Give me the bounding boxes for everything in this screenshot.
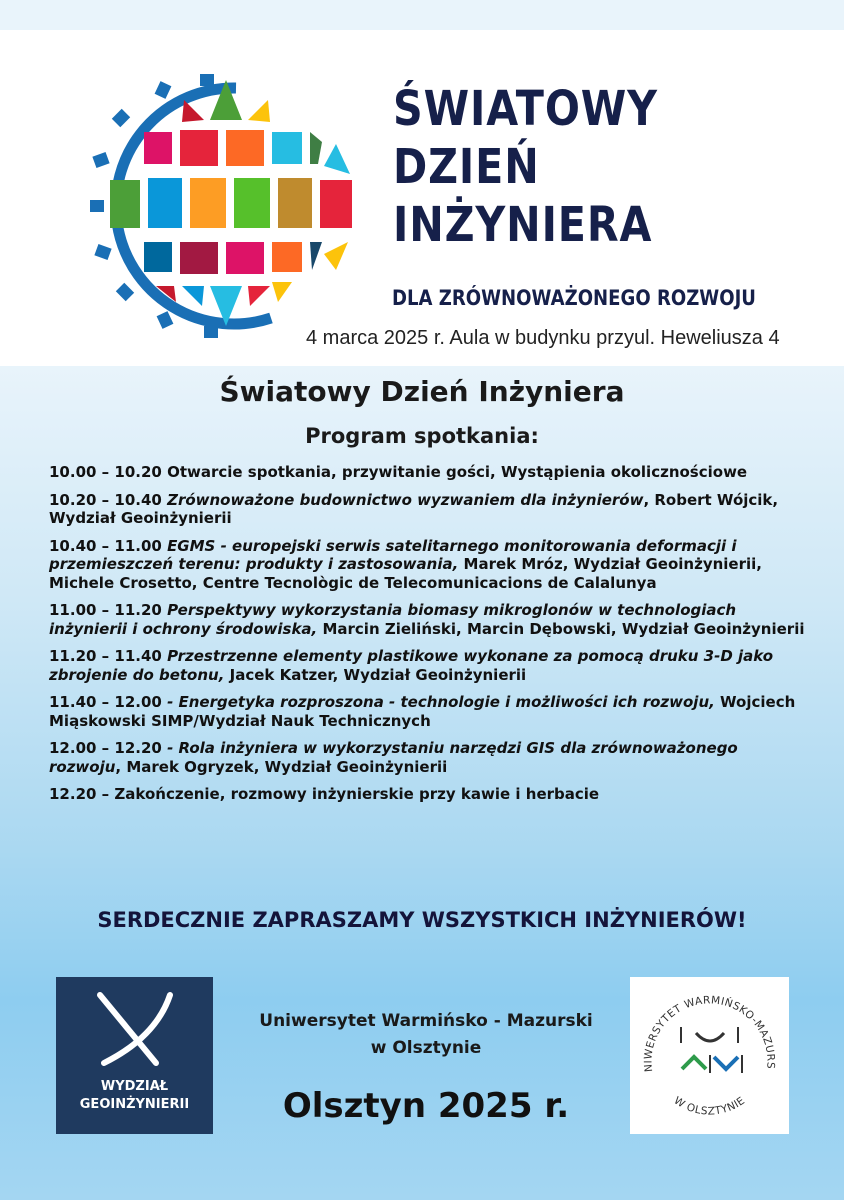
svg-text:W OLSZTYNIE xyxy=(672,1095,748,1118)
event-title xyxy=(393,80,701,254)
date-location: 4 marca 2025 r. Aula w budynku przyul. Heweliusza 4 xyxy=(306,327,780,349)
faculty-logo-line-1: WYDZIAŁ xyxy=(100,1079,169,1094)
event-subtitle: DLA ZRÓWNOWAŻONEGO ROZWOJU xyxy=(392,286,756,310)
program-item: 12.00 – 12.20 - Rola inżyniera w wykorzystaniu narzędzi GIS dla zrównoważonego rozwoju, Marek Ogryzek, Wydział Geoinżynierii xyxy=(49,739,738,776)
program-item: 10.20 – 10.40 Zrównoważone budownictwo wyzwaniem dla inżynierów, Robert Wójcik, Wydział Geoinżynierii xyxy=(49,490,779,527)
program-item: 10.00 – 10.20 Otwarcie spotkania, przywitanie gości, Wystąpienia okolicznościowe xyxy=(49,463,748,481)
faculty-logo xyxy=(56,977,213,1134)
seal-arc-top: NIWERSYTET WARMIŃSKO-MAZURS xyxy=(642,994,777,1073)
program-item: 12.20 – Zakończenie, rozmowy inżynierskie przy kawie i herbacie xyxy=(49,785,600,803)
program-item: 10.40 – 11.00 EGMS - europejski serwis satelitarnego monitorowania deformacji i przemieszczeń terenu: produkty i zastosowania, Marek Mróz, Wydział Geoinżynierii, Michele Crosetto, Centre Tecnològic de Telecomunicacions de Calalunya xyxy=(49,536,762,592)
seal-arc-bottom: W OLSZTYNIE xyxy=(671,1094,748,1118)
top-band xyxy=(0,0,844,30)
faculty-logo-line-2: GEOINŻYNIERII xyxy=(79,1097,190,1112)
program-title: Program spotkania: xyxy=(305,424,539,448)
university-city: w Olsztynie xyxy=(370,1038,482,1058)
city-year: Olsztyn 2025 r. xyxy=(282,1086,570,1126)
faculty-x-icon xyxy=(56,977,213,1077)
university-seal-icon xyxy=(630,977,789,1134)
university-name: Uniwersytet Warmińsko - Mazurski xyxy=(259,1011,593,1031)
globe-gear-logo xyxy=(86,70,366,340)
university-logo xyxy=(630,977,789,1134)
title-line-1: ŚWIATOWY xyxy=(393,81,658,137)
title-line-2: DZIEŃ xyxy=(393,139,540,195)
program-item: 11.40 – 12.00 - Energetyka rozproszona - technologie i możliwości ich rozwoju, Wojciech Miąskowski SIMP/Wydział Nauk Technicznych xyxy=(49,693,796,730)
program-item: 11.00 – 11.20 Perspektywy wykorzystania biomasy mikroglonów w technologiach inżynierii i ochrony środowiska, Marcin Zieliński, Marcin Dębowski, Wydział Geoinżynierii xyxy=(49,601,805,638)
program-list xyxy=(49,463,809,813)
program-item: 11.20 – 11.40 Przestrzenne elementy plastikowe wykonane za pomocą druku 3-D jako zbrojenie do betonu, Jacek Katzer, Wydział Geoinżynierii xyxy=(49,647,774,684)
main-title: Światowy Dzień Inżyniera xyxy=(219,375,625,408)
svg-text:UNIWERSYTET WARMIŃSKO-MAZURSKI xyxy=(630,977,777,1073)
title-line-3: INŻYNIERA xyxy=(393,197,653,253)
invitation-text: SERDECZNIE ZAPRASZAMY WSZYSTKICH INŻYNIERÓW! xyxy=(97,908,747,932)
